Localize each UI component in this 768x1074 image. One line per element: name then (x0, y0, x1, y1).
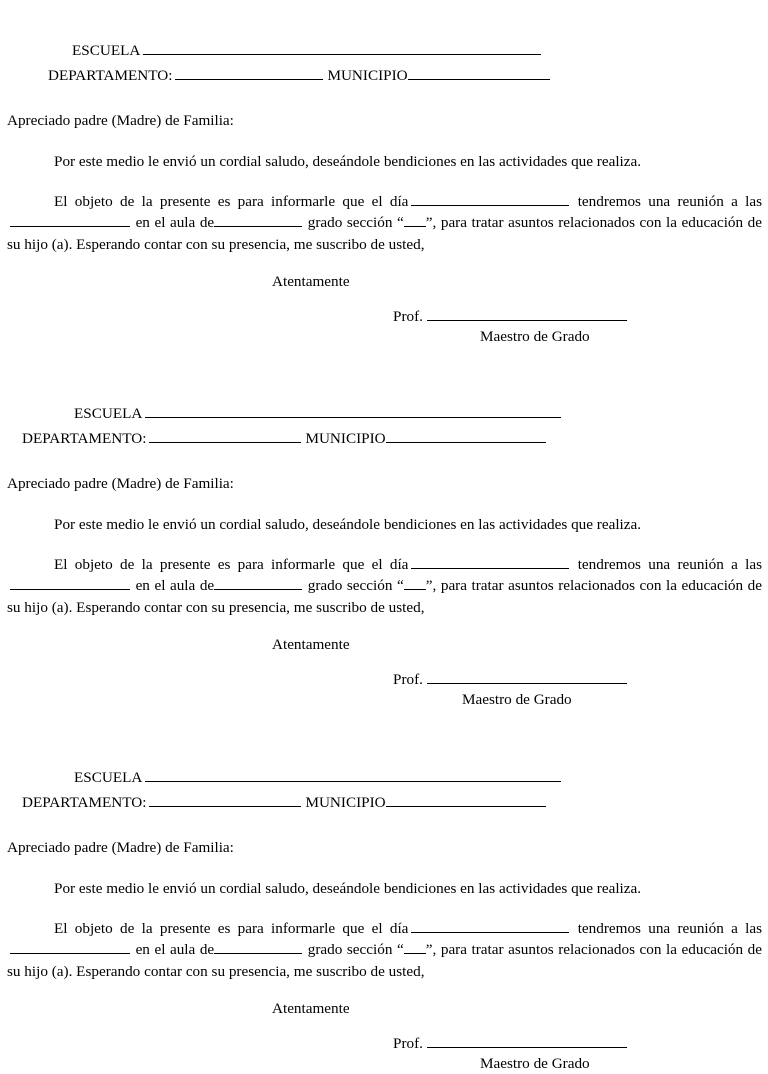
signature-input-rule[interactable] (427, 672, 627, 684)
greeting-line: Apreciado padre (Madre) de Familia: (7, 475, 234, 492)
signature-input-rule[interactable] (427, 1036, 627, 1048)
paragraph-one-text: Por este medio le envió un cordial saludo, deseándole bendiciones en las actividades que realiza. (54, 880, 642, 897)
quote-close: ”, (425, 214, 437, 231)
municipio-input-rule[interactable] (386, 795, 546, 807)
municipio-label: MUNICIPIO (305, 794, 386, 811)
paragraph-two-part-1: El objeto de la presente es para informarle que el día (54, 919, 409, 937)
prof-label: Prof. (393, 1035, 423, 1052)
escuela-input-rule[interactable] (145, 406, 561, 418)
signature-input-rule[interactable] (427, 309, 627, 321)
dia-input-rule[interactable] (411, 194, 569, 206)
departamento-input-rule[interactable] (149, 795, 301, 807)
paragraph-two-part-1: El objeto de la presente es para informarle que el día (54, 555, 409, 573)
paragraph-two-part-4: grado sección (307, 214, 393, 231)
hora-input-rule[interactable] (10, 215, 130, 227)
paragraph-two-part-4: grado sección (307, 577, 393, 594)
paragraph-two-part-3: en el aula de (135, 214, 215, 231)
hora-input-rule[interactable] (10, 578, 130, 590)
letter-copy-2 (0, 401, 768, 710)
departamento-input-rule[interactable] (175, 68, 323, 80)
quote-close: ”, (425, 577, 437, 594)
municipio-input-rule[interactable] (386, 431, 546, 443)
escuela-label: ESCUELA (72, 42, 141, 59)
paragraph-two-part-5: para tratar asuntos relacionados con la educación de su hijo (a). Esperando contar con su presencia, me suscribo de usted, (7, 941, 763, 980)
escuela-label: ESCUELA (74, 769, 143, 786)
departamento-label: DEPARTAMENTO: (48, 67, 173, 84)
paragraph-two-part-2: tendremos una reunión a las (577, 919, 762, 937)
escuela-field-row (0, 401, 768, 426)
prof-label: Prof. (393, 308, 423, 325)
escuela-input-rule[interactable] (145, 770, 561, 782)
departamento-input-rule[interactable] (149, 431, 301, 443)
paragraph-one (0, 514, 768, 536)
letter-header (0, 401, 768, 451)
quote-open: “ (396, 577, 404, 594)
prof-label: Prof. (393, 671, 423, 688)
closing-line: Atentamente (272, 1000, 350, 1017)
letter-copy-3 (0, 765, 768, 1074)
paragraph-one (0, 878, 768, 900)
municipio-input-rule[interactable] (408, 68, 550, 80)
paragraph-two-part-2: tendremos una reunión a las (577, 555, 762, 573)
greeting-line: Apreciado padre (Madre) de Familia: (7, 112, 234, 129)
quote-open: “ (396, 214, 404, 231)
paragraph-one (0, 151, 768, 173)
letter-header (0, 765, 768, 815)
signature-caption: Maestro de Grado (480, 328, 590, 345)
aula-input-rule[interactable] (214, 215, 302, 227)
signature-line (0, 670, 768, 690)
departamento-label: DEPARTAMENTO: (22, 430, 147, 447)
aula-input-rule[interactable] (214, 578, 302, 590)
paragraph-two (0, 191, 768, 256)
closing-line: Atentamente (272, 636, 350, 653)
escuela-field-row (0, 38, 768, 63)
dia-input-rule[interactable] (411, 557, 569, 569)
paragraph-two (0, 918, 768, 983)
letter-copy-1 (0, 38, 768, 347)
closing-line: Atentamente (272, 273, 350, 290)
escuela-label: ESCUELA (74, 405, 143, 422)
departamento-municipio-row (0, 790, 768, 815)
seccion-input-rule[interactable] (404, 215, 426, 227)
dia-input-rule[interactable] (411, 921, 569, 933)
quote-open: “ (396, 941, 404, 958)
seccion-input-rule[interactable] (404, 578, 426, 590)
paragraph-two-part-3: en el aula de (135, 941, 215, 958)
municipio-label: MUNICIPIO (327, 67, 408, 84)
signature-line (0, 307, 768, 327)
signature-line (0, 1034, 768, 1054)
greeting-line: Apreciado padre (Madre) de Familia: (7, 839, 234, 856)
hora-input-rule[interactable] (10, 942, 130, 954)
seccion-input-rule[interactable] (404, 942, 426, 954)
paragraph-one-text: Por este medio le envió un cordial saludo, deseándole bendiciones en las actividades que realiza. (54, 153, 642, 170)
signature-caption: Maestro de Grado (462, 691, 572, 708)
letter-header (0, 38, 768, 88)
paragraph-two-part-5: para tratar asuntos relacionados con la educación de su hijo (a). Esperando contar con su presencia, me suscribo de usted, (7, 214, 763, 253)
departamento-label: DEPARTAMENTO: (22, 794, 147, 811)
departamento-municipio-row (0, 426, 768, 451)
quote-close: ”, (425, 941, 437, 958)
departamento-municipio-row (0, 63, 768, 88)
paragraph-two-part-5: para tratar asuntos relacionados con la educación de su hijo (a). Esperando contar con su presencia, me suscribo de usted, (7, 577, 763, 616)
aula-input-rule[interactable] (214, 942, 302, 954)
paragraph-two (0, 554, 768, 619)
paragraph-one-text: Por este medio le envió un cordial saludo, deseándole bendiciones en las actividades que realiza. (54, 516, 642, 533)
signature-caption: Maestro de Grado (480, 1055, 590, 1072)
escuela-input-rule[interactable] (143, 43, 541, 55)
paragraph-two-part-4: grado sección (307, 941, 393, 958)
municipio-label: MUNICIPIO (305, 430, 386, 447)
paragraph-two-part-1: El objeto de la presente es para informarle que el día (54, 192, 409, 210)
escuela-field-row (0, 765, 768, 790)
paragraph-two-part-3: en el aula de (135, 577, 215, 594)
paragraph-two-part-2: tendremos una reunión a las (577, 192, 762, 210)
